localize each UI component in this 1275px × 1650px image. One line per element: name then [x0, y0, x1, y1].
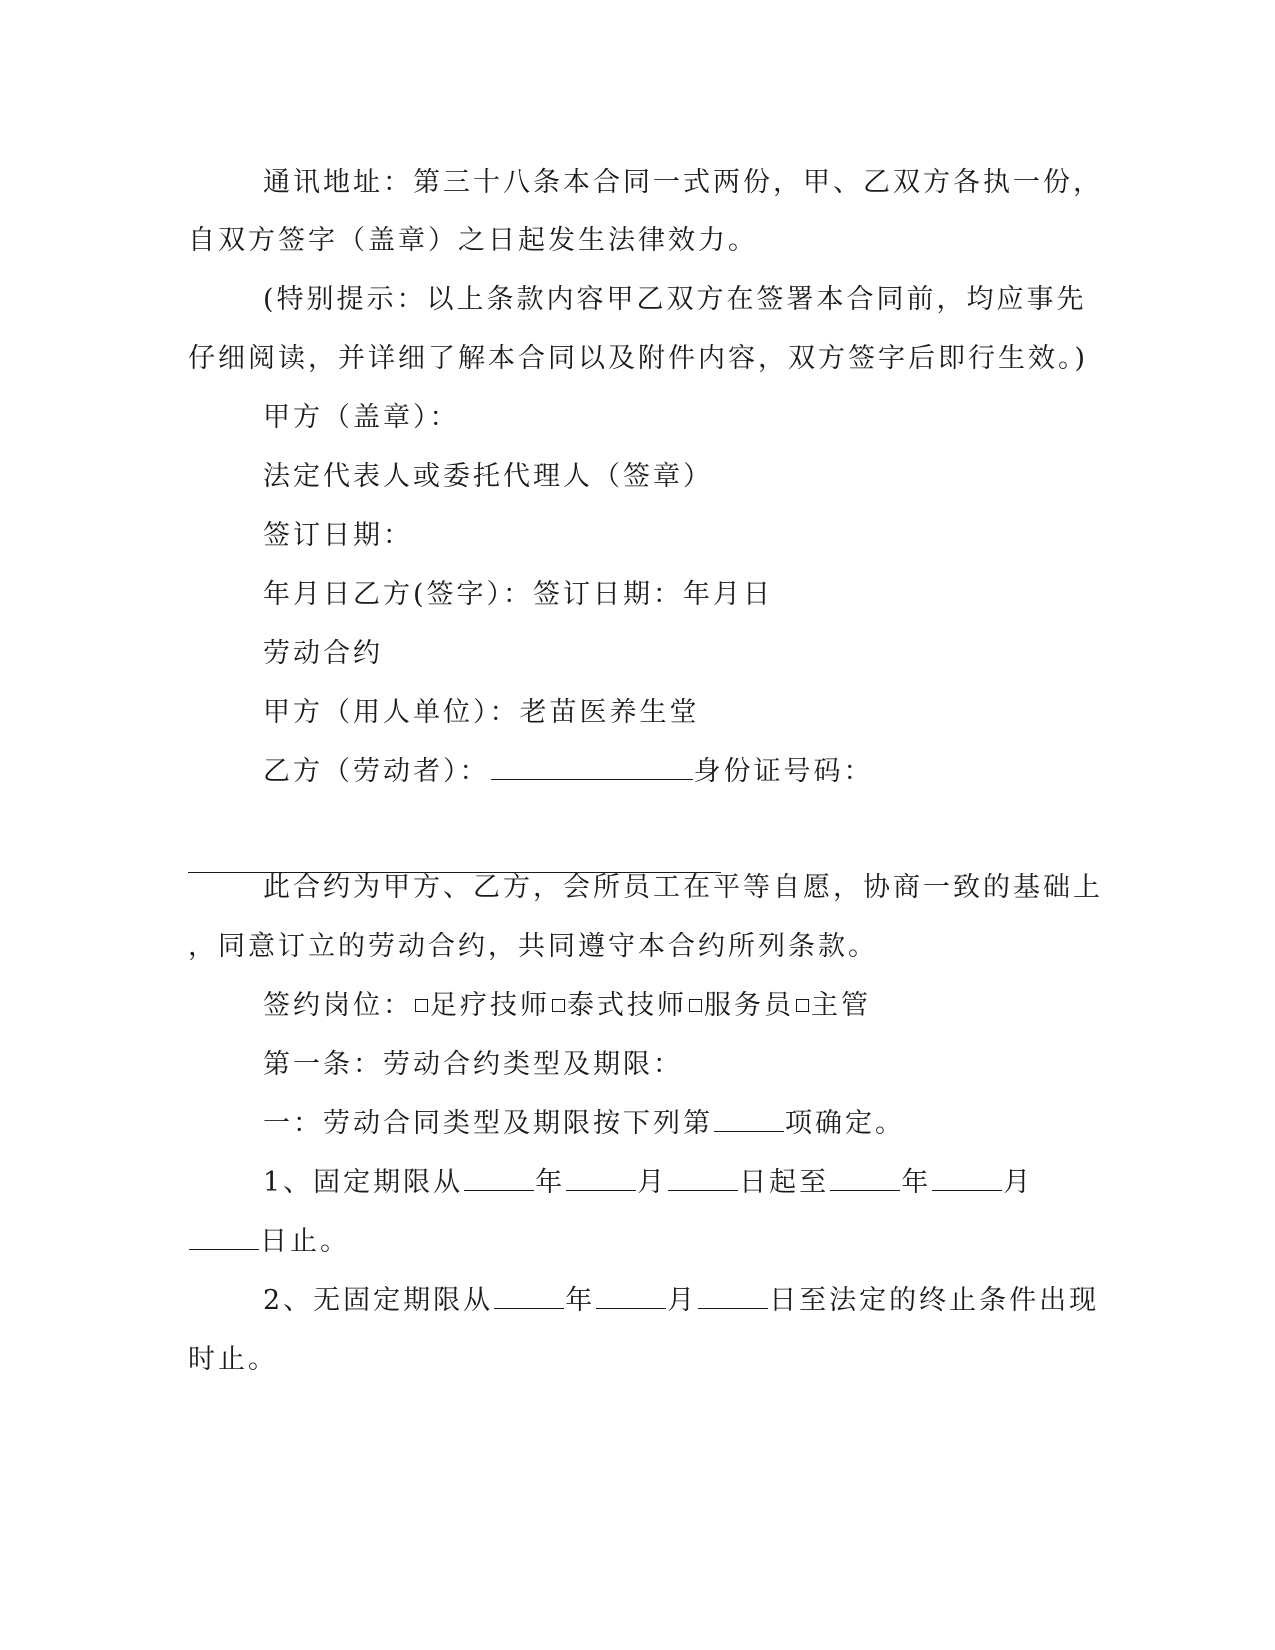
indef-day-blank[interactable]: [698, 1284, 768, 1309]
id-number-label: 身份证号码：: [693, 756, 874, 787]
date-party-b-line: 年月日乙方(签字）：签订日期：年月日: [263, 579, 774, 610]
month-label: 月: [1003, 1167, 1034, 1198]
start-year-blank[interactable]: [464, 1166, 534, 1191]
indef-prefix: 2、无固定期限从: [263, 1285, 494, 1316]
party-b-label: 乙方（劳动者）：: [263, 756, 490, 787]
year-label: 年: [535, 1167, 566, 1198]
clause-one-line: [263, 1107, 905, 1141]
checkbox-attendant[interactable]: [689, 999, 702, 1012]
position-option: 泰式技师: [567, 990, 687, 1021]
checkbox-thai-therapist[interactable]: [552, 999, 565, 1012]
party-a-seal-label: 甲方（盖章）：: [263, 402, 460, 433]
end-day-blank[interactable]: [189, 1225, 259, 1250]
party-b-line: [263, 755, 874, 789]
article-1-heading: 第一条：劳动合约类型及期限：: [263, 1049, 683, 1080]
fixed-term-line: [263, 1166, 1033, 1200]
year-label: 年: [901, 1167, 932, 1198]
clause-one-text: 项确定。: [785, 1108, 905, 1139]
paragraph-line: 自双方签字（盖章）之日起发生法律效力。: [188, 225, 758, 256]
legal-rep-label: 法定代表人或委托代理人（签章）: [263, 461, 713, 492]
indef-month-blank[interactable]: [596, 1284, 666, 1309]
position-label: 签约岗位：: [263, 990, 413, 1021]
indef-suffix: 日至法定的终止条件出现: [769, 1285, 1100, 1316]
position-option: 服务员: [704, 990, 794, 1021]
paragraph-line: 仔细阅读，并详细了解本合同以及附件内容，双方签字后即行生效。): [188, 343, 1089, 374]
sign-date-label: 签订日期：: [263, 520, 413, 551]
checkbox-foot-therapist[interactable]: [415, 999, 428, 1012]
contract-title: 劳动合约: [263, 638, 383, 669]
fixed-term-prefix: 1、固定期限从: [263, 1167, 464, 1198]
party-a-employer: 甲方（用人单位）：老苗医养生堂: [263, 697, 700, 728]
position-option: 主管: [811, 990, 871, 1021]
indef-year-blank[interactable]: [494, 1284, 564, 1309]
paragraph-line: 时止。: [188, 1344, 278, 1375]
paragraph-line: ，同意订立的劳动合约，共同遵守本合约所列条款。: [188, 931, 878, 962]
clause-item-blank[interactable]: [714, 1107, 784, 1132]
month-label: 月: [637, 1167, 668, 1198]
clause-one-text: 一：劳动合同类型及期限按下列第: [263, 1108, 713, 1139]
paragraph-line: (特别提示：以上条款内容甲乙双方在签署本合同前，均应事先: [263, 284, 1087, 315]
position-option: 足疗技师: [430, 990, 550, 1021]
paragraph-line: 此合约为甲方、乙方，会所员工在平等自愿，协商一致的基础上: [263, 872, 1103, 903]
fixed-term-to: 日起至: [739, 1167, 830, 1198]
year-label: 年: [565, 1285, 596, 1316]
start-day-blank[interactable]: [668, 1166, 738, 1191]
end-month-blank[interactable]: [932, 1166, 1002, 1191]
indefinite-term-line: [263, 1284, 1099, 1318]
start-month-blank[interactable]: [566, 1166, 636, 1191]
party-b-name-blank[interactable]: [491, 755, 693, 780]
checkbox-supervisor[interactable]: [796, 999, 809, 1012]
paragraph-line: 通讯地址：第三十八条本合同一式两份，甲、乙双方各执一份，: [263, 167, 1103, 198]
day-end-label: 日止。: [260, 1226, 350, 1257]
position-line: [263, 989, 871, 1023]
month-label: 月: [667, 1285, 698, 1316]
end-year-blank[interactable]: [830, 1166, 900, 1191]
fixed-term-line-2: [188, 1225, 350, 1259]
